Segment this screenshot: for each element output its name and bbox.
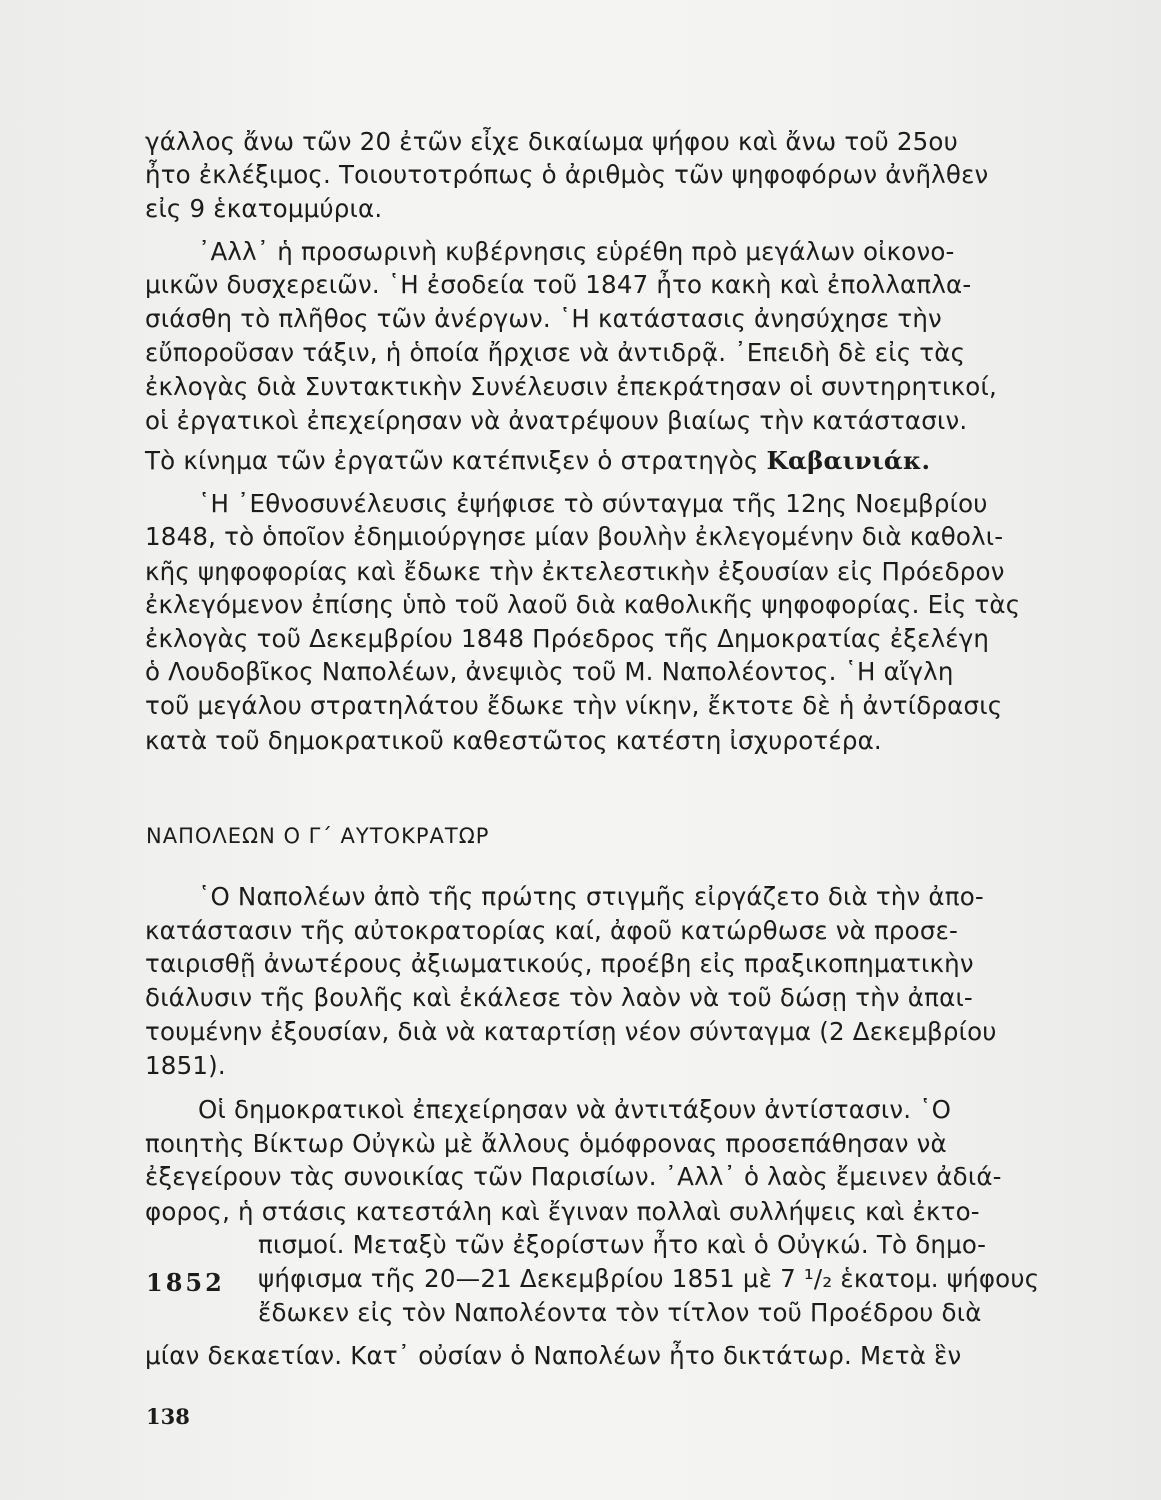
text-line: κατὰ τοῦ δημοκρατικοῦ καθεστῶτος κατέστη ἰσχυροτέρα. <box>145 726 882 755</box>
text-line: ἐκλογὰς τοῦ Δεκεμβρίου 1848 Πρόεδρος τῆς Δημοκρατίας ἐξελέγη <box>145 624 990 653</box>
text-line: εἰς 9 ἑκατομμύρια. <box>145 194 383 223</box>
text-line: ποιητὴς Βίκτωρ Οὐγκὼ μὲ ἄλλους ὁμόφρονας προσεπάθησαν νὰ <box>145 1129 947 1158</box>
text-line: ὁ Λουδοβῖκος Ναπολέων, ἀνεψιὸς τοῦ Μ. Ναπολέοντος. ῾Η αἴγλη <box>145 657 954 686</box>
text-line: σιάσθη τὸ πλῆθος τῶν ἀνέργων. ῾Η κατάστασις ἀνησύχησε τὴν <box>145 304 942 333</box>
text-line: ψήφισμα τῆς 20—21 Δεκεμβρίου 1851 μὲ 7 ¹/₂ ἑκατομ. ψήφους <box>258 1264 1040 1293</box>
text-line: ᾿Αλλ᾿ ἡ προσωρινὴ κυβέρνησις εὑρέθη πρὸ μεγάλων οἰκονο- <box>198 237 955 266</box>
text-line: ταιρισθῇ ἀνωτέρους ἀξιωματικούς, προέβη εἰς πραξικοπηματικὴν <box>145 949 974 978</box>
text-line: πισμοί. Μεταξὺ τῶν ἐξορίστων ἦτο καὶ ὁ Οὐγκώ. Τὸ δημο- <box>258 1230 987 1259</box>
text-line: ἐξεγείρουν τὰς συνοικίας τῶν Παρισίων. ᾿Αλλ᾿ ὁ λαὸς ἔμεινεν ἀδιά- <box>145 1162 1002 1191</box>
proper-name: Καβαινιάκ. <box>766 446 931 475</box>
text-span: Τὸ κίνημα τῶν ἐργατῶν κατέπνιξεν ὁ στρατηγὸς <box>145 446 759 475</box>
text-line: διάλυσιν τῆς βουλῆς καὶ ἐκάλεσε τὸν λαὸν νὰ τοῦ δώσῃ τὴν ἀπαι- <box>145 983 973 1012</box>
text-line: τουμένην ἐξουσίαν, διὰ νὰ καταρτίσῃ νέον σύνταγμα (2 Δεκεμβρίου <box>145 1017 997 1046</box>
text-line: ῾Ο Ναπολέων ἀπὸ τῆς πρώτης στιγμῆς εἰργάζετο διὰ τὴν ἀπο- <box>198 882 984 911</box>
text-line: Οἱ δημοκρατικοὶ ἐπεχείρησαν νὰ ἀντιτάξουν ἀντίστασιν. ῾Ο <box>198 1095 952 1124</box>
page-number: 138 <box>146 1404 190 1429</box>
section-heading: ΝΑΠΟΛΕΩΝ Ο Γ΄ ΑΥΤΟΚΡΑΤΩΡ <box>146 824 490 848</box>
text-line: ῾Η ᾿Εθνοσυνέλευσις ἐψήφισε τὸ σύνταγμα τῆς 12ης Νοεμβρίου <box>198 489 988 518</box>
text-line: μικῶν δυσχερειῶν. ῾Η ἐσοδεία τοῦ 1847 ἦτο κακὴ καὶ ἐπολλαπλα- <box>145 270 972 299</box>
text-line: ἔδωκεν εἰς τὸν Ναπολέοντα τὸν τίτλον τοῦ Προέδρου διὰ <box>258 1298 982 1327</box>
text-line: ἦτο ἐκλέξιμος. Τοιουτοτρόπως ὁ ἀριθμὸς τῶν ψηφοφόρων ἀνῆλθεν <box>145 160 989 189</box>
text-line: κατάστασιν τῆς αὐτοκρατορίας καί, ἀφοῦ κατώρθωσε νὰ προσε- <box>145 916 959 945</box>
text-line: τοῦ μεγάλου στρατηλάτου ἔδωκε τὴν νίκην, ἔκτοτε δὲ ἡ ἀντίδρασις <box>145 691 1003 720</box>
text-line: εὔποροῦσαν τάξιν, ἡ ὁποία ἤρχισε νὰ ἀντιδρᾷ. ᾿Επειδὴ δὲ εἰς τὰς <box>145 338 966 367</box>
margin-year: 1852 <box>146 1268 225 1297</box>
text-line: 1848, τὸ ὁποῖον ἐδημιούργησε μίαν βουλὴν ἐκλεγομένην διὰ καθολι- <box>145 522 1004 551</box>
text-line: κῆς ψηφοφορίας καὶ ἔδωκε τὴν ἐκτελεστικὴν ἐξουσίαν εἰς Πρόεδρον <box>145 557 1005 586</box>
text-line: 1851). <box>145 1051 226 1080</box>
text-line: φορος, ἡ στάσις κατεστάλη καὶ ἔγιναν πολλαὶ συλλήψεις καὶ ἐκτο- <box>145 1197 980 1226</box>
text-line: μίαν δεκαετίαν. Κατ᾿ οὐσίαν ὁ Ναπολέων ἦτο δικτάτωρ. Μετὰ ἓν <box>145 1341 962 1370</box>
text-line: οἱ ἐργατικοὶ ἐπεχείρησαν νὰ ἀνατρέψουν βιαίως τὴν κατάστασιν. <box>145 406 968 435</box>
text-line: ἐκλογὰς διὰ Συντακτικὴν Συνέλευσιν ἐπεκράτησαν οἱ συντηρητικοί, <box>145 372 997 401</box>
text-line: γάλλος ἄνω τῶν 20 ἐτῶν εἶχε δικαίωμα ψήφου καὶ ἄνω τοῦ 25ου <box>145 127 959 156</box>
text-line <box>145 446 930 476</box>
text-line: ἐκλεγόμενον ἐπίσης ὑπὸ τοῦ λαοῦ διὰ καθολικῆς ψηφοφορίας. Εἰς τὰς <box>145 590 1021 619</box>
